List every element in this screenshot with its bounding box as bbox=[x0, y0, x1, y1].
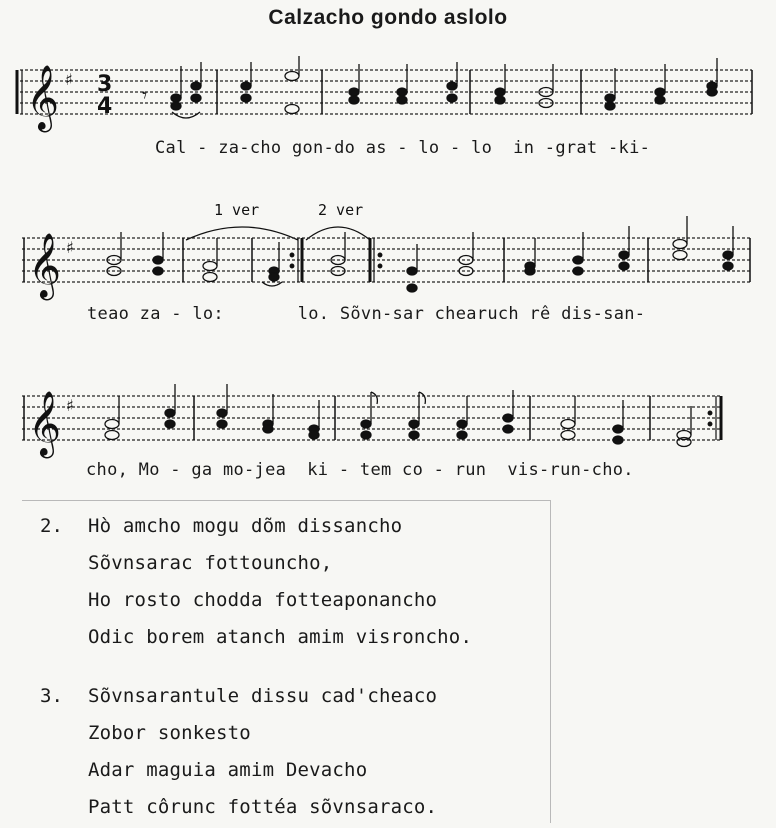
verse-line: Adar maguia amim Devacho bbox=[88, 759, 368, 781]
time-signature-top: 3 bbox=[97, 72, 113, 97]
song-title: Calzacho gondo aslolo bbox=[268, 6, 508, 29]
verse-number: 3. bbox=[40, 685, 63, 707]
lyric-line-2: teao za - lo: lo. Sõvn-sar chearuch rê dis-san- bbox=[87, 304, 646, 324]
ending-label-2: 2 ver bbox=[318, 201, 364, 219]
ending-label-1: 1 ver bbox=[214, 201, 260, 219]
music-staff-3 bbox=[0, 384, 776, 454]
verse-line: Hò amcho mogu dõm dissancho bbox=[88, 515, 403, 537]
verse-line: Odic borem atanch amim visroncho. bbox=[88, 626, 473, 648]
treble-clef-icon: 𝄞 bbox=[28, 233, 62, 298]
verses-block bbox=[22, 500, 551, 823]
eighth-rest-icon: 𝄾 bbox=[142, 83, 148, 107]
lyric-line-1: Cal - za-cho gon-do as - lo - lo in -grat -ki- bbox=[155, 138, 651, 158]
sharp-icon: ♯ bbox=[65, 70, 73, 89]
treble-clef-icon: 𝄞 bbox=[26, 65, 60, 130]
treble-clef-icon: 𝄞 bbox=[28, 391, 62, 456]
verse-line: Sõvnsarac fottouncho, bbox=[88, 552, 333, 574]
music-staff-1 bbox=[0, 60, 776, 130]
verse-number: 2. bbox=[40, 515, 63, 537]
verse-line: Sõvnsarantule dissu cad'cheaco bbox=[88, 685, 438, 707]
verse-line: Ho rosto chodda fotteaponancho bbox=[88, 589, 438, 611]
sharp-icon: ♯ bbox=[66, 238, 74, 257]
verse-line: Patt côrunc fottéa sõvnsaraco. bbox=[88, 796, 438, 818]
sharp-icon: ♯ bbox=[66, 396, 74, 415]
lyric-line-3: cho, Mo - ga mo-jea ki - tem co - run vis-run-cho. bbox=[86, 460, 634, 480]
music-staff-2 bbox=[0, 200, 776, 298]
verse-line: Zobor sonkesto bbox=[88, 722, 251, 744]
time-signature-bottom: 4 bbox=[97, 94, 113, 119]
